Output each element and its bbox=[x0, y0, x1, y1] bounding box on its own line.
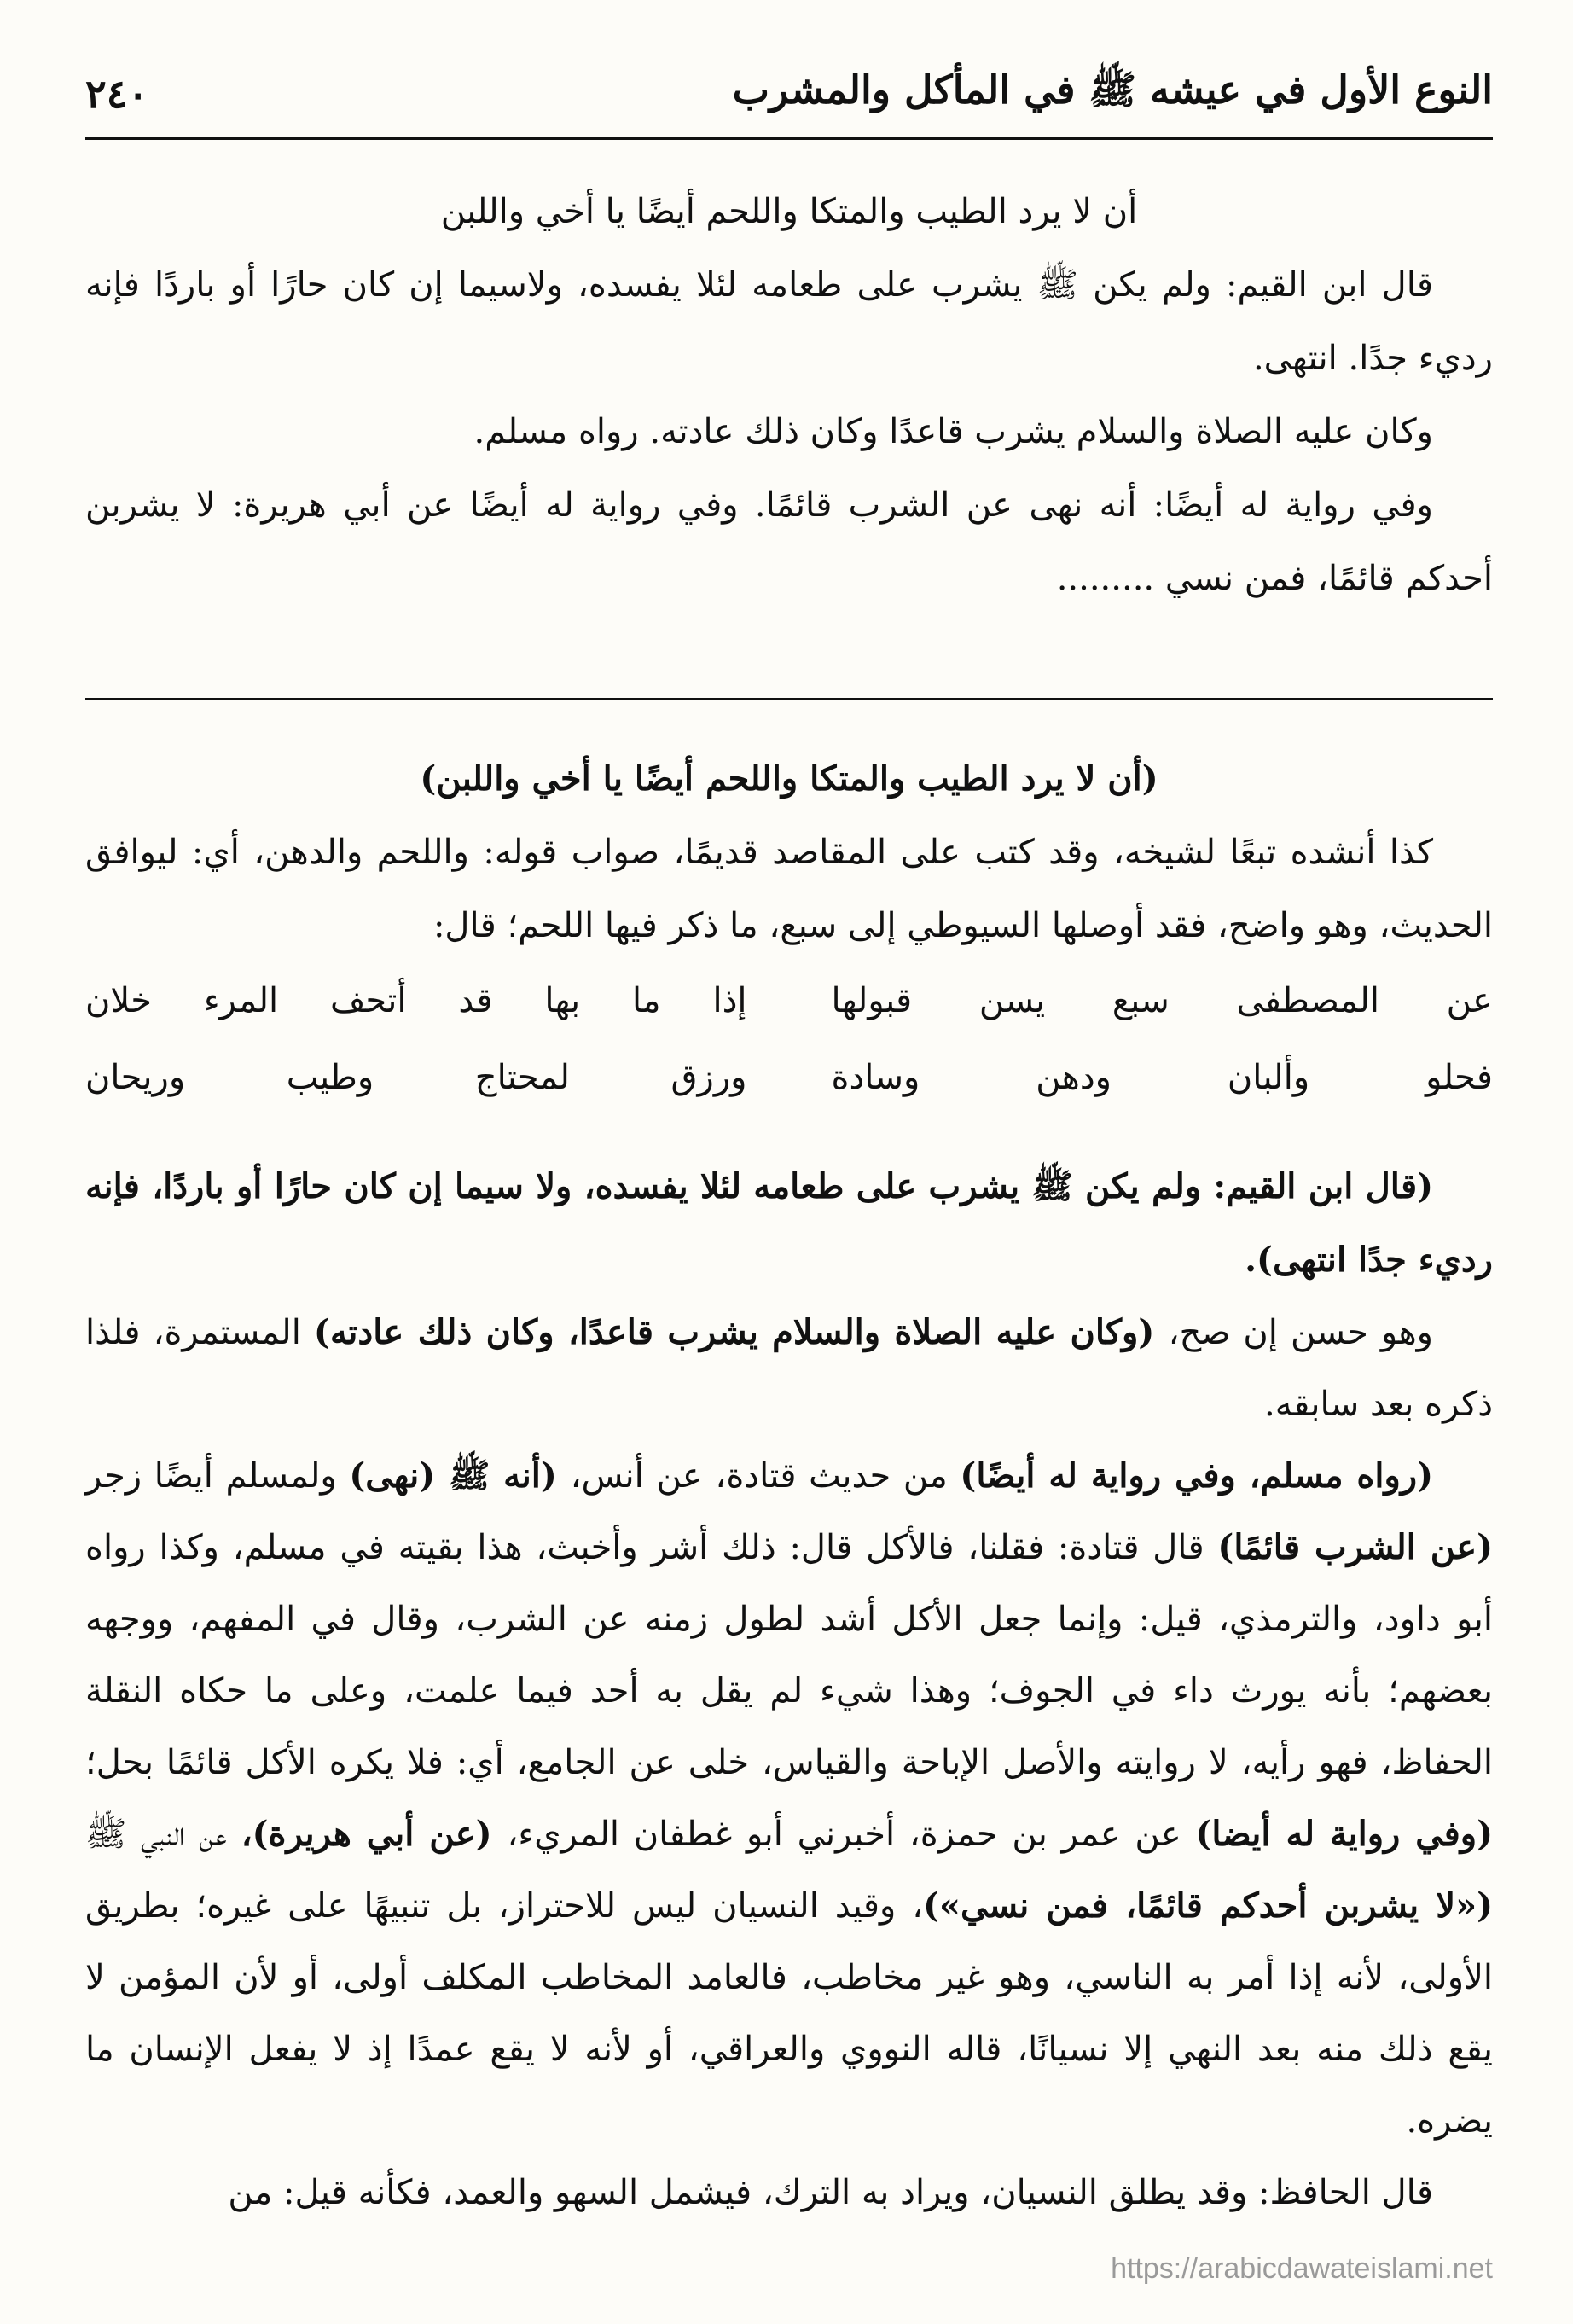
matn-paragraph: وفي رواية له أيضًا: أنه نهى عن الشرب قائمًا. وفي رواية له أيضًا عن أبي هريرة: لا يشربن أحدكم قائمًا، فمن نسي ......... bbox=[85, 485, 1493, 598]
poem-verse bbox=[85, 1039, 1493, 1116]
sharh-paragraph: (رواه مسلم، وفي رواية له أيضًا) من حديث قتادة، عن أنس، (أنه ﷺ (نهى) ولمسلم أيضًا زجر (عن الشرب قائمًا) قال قتادة: فقلنا، فالأكل قال: ذلك أشر وأخبث، هذا بقيته في مسلم، وكذا رواه أبو داود، والترمذي، قيل: وإنما جعل الأكل أشد لطول زمنه عن الشرب، وقال في المفهم، ووجهه بعضهم؛ بأنه يورث داء في الجوف؛ وهذا شيء لم يقل به أحد فيما علمت، وعلى ما حكاه النقلة الحفاظ، فهو رأيه، لا روايته والأصل الإباحة والقياس، خلى عن الجامع، أي: فلا يكره الأكل قائمًا بحل؛ (وفي رواية له أيضا) عن عمر بن حمزة، أخبرني أبو غطفان المريء، (عن أبي هريرة)، عن النبي ﷺ («لا يشربن أحدكم قائمًا، فمن نسي»)، وقيد النسيان ليس للاحتراز، بل تنبيهًا على غيره؛ بطريق الأولى، لأنه إذا أمر به الناسي، وهو غير مخاطب، فالعامد المخاطب المكلف أولى، أو لأن المؤمن لا يقع ذلك منه بعد النهي إلا نسيانًا، قاله النووي والعراقي، أو لأنه لا يقع عمدًا إذ لا يفعل الإنسان ما يضره. bbox=[85, 1455, 1494, 2141]
verse-second-hemistich: إذا ما بها قد أتحف المرء خلان bbox=[85, 981, 747, 1020]
sharh-heading: (أن لا يرد الطيب والمتكا واللحم أيضًا يا أخي واللبن) bbox=[420, 758, 1158, 799]
sharh-paragraph: كذا أنشده تبعًا لشيخه، وقد كتب على المقاصد قديمًا، صواب قوله: واللحم والدهن، أي: ليوافق الحديث، وهو واضح، فقد أوصلها السيوطي إلى سبع، ما ذكر فيها اللحم؛ قال: bbox=[85, 833, 1493, 945]
page-header bbox=[85, 60, 1493, 128]
sharh-paragraph: (قال ابن القيم: ولم يكن ﷺ يشرب على طعامه لئلا يفسده، ولا سيما إن كان حارًا أو باردًا، فإنه رديء جدًا انتهى). bbox=[85, 1166, 1493, 1280]
running-title: النوع الأول في عيشه ﷺ في المأكل والمشرب bbox=[732, 66, 1493, 113]
footnote-separator bbox=[85, 698, 1493, 700]
poem-verse bbox=[85, 962, 1493, 1039]
matn-paragraph: وكان عليه الصلاة والسلام يشرب قاعدًا وكان ذلك عادته. رواه مسلم. bbox=[473, 412, 1433, 451]
sharh-section bbox=[85, 742, 1493, 2228]
sharh-paragraph: قال الحافظ: وقد يطلق النسيان، ويراد به الترك، فيشمل السهو والعمد، فكأنه قيل: من bbox=[228, 2173, 1433, 2212]
sharh-paragraph: وهو حسن إن صح، (وكان عليه الصلاة والسلام يشرب قاعدًا، وكان ذلك عادته) المستمرة، فلذا ذكره بعد سابقه. bbox=[85, 1312, 1493, 1424]
watermark-url: https://arabicdawateislami.net bbox=[1111, 2252, 1493, 2285]
page-number: ٢٤٠ bbox=[85, 71, 149, 117]
matn-paragraph: قال ابن القيم: ولم يكن ﷺ يشرب على طعامه لئلا يفسده، ولاسيما إن كان حارًا أو باردًا فإنه رديء جدًا. انتهى. bbox=[85, 265, 1493, 378]
header-rule bbox=[85, 137, 1493, 140]
matn-verse: أن لا يرد الطيب والمتكا واللحم أيضًا يا أخي واللبن bbox=[440, 192, 1138, 231]
verse-first-hemistich: فحلو وألبان ودهن وسادة bbox=[831, 1058, 1493, 1097]
verse-second-hemistich: ورزق لمحتاج وطيب وريحان bbox=[85, 1058, 747, 1097]
matn-section bbox=[85, 175, 1493, 615]
verse-first-hemistich: عن المصطفى سبع يسن قبولها bbox=[831, 981, 1493, 1020]
